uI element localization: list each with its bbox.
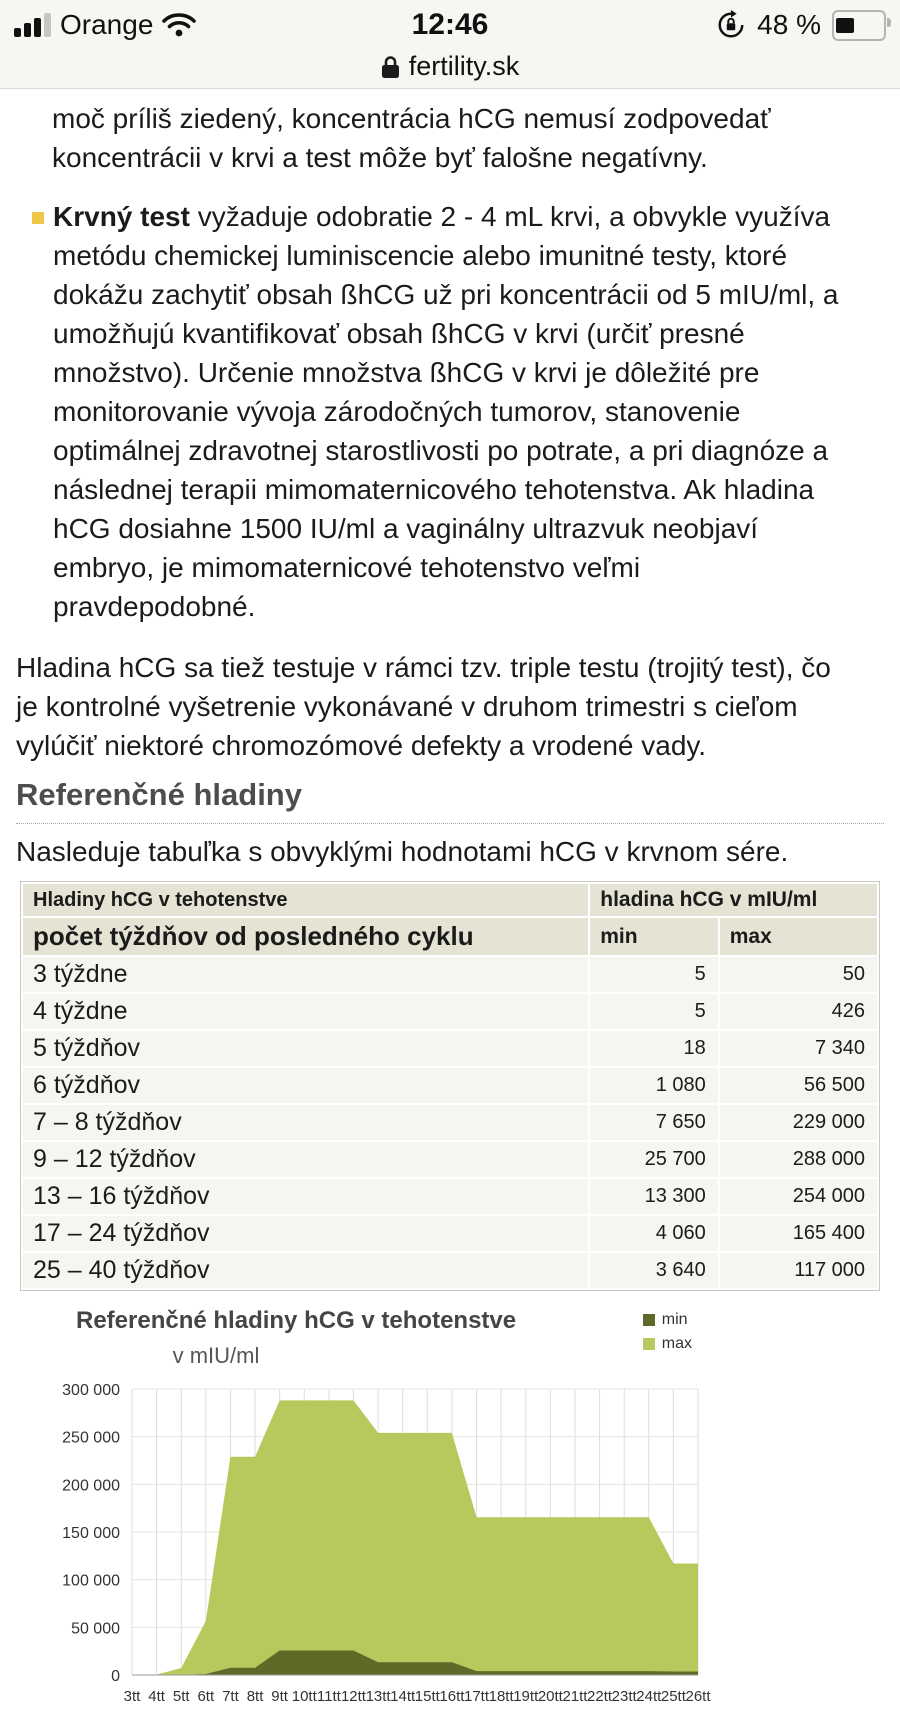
week-range-cell: 3 týždne: [23, 957, 588, 992]
max-value-cell: 288 000: [720, 1142, 877, 1177]
svg-text:250 000: 250 000: [62, 1429, 120, 1447]
svg-text:16tt: 16tt: [439, 1688, 465, 1705]
table-row: [23, 1105, 877, 1140]
svg-text:10tt: 10tt: [291, 1688, 317, 1705]
min-swatch-icon: [643, 1314, 655, 1326]
table-row: [23, 1253, 877, 1288]
week-range-cell: 4 týždne: [23, 994, 588, 1029]
table-row: [23, 1031, 877, 1066]
min-value-cell: 5: [590, 994, 718, 1029]
header-levels-in-pregnancy: Hladiny hCG v tehotenstve: [23, 884, 588, 916]
svg-text:3tt: 3tt: [123, 1688, 141, 1705]
header-max: max: [720, 918, 877, 955]
table-row: [23, 994, 877, 1029]
week-range-cell: 13 – 16 týždňov: [23, 1179, 588, 1214]
svg-text:5tt: 5tt: [172, 1688, 190, 1705]
svg-text:0: 0: [111, 1668, 120, 1685]
max-value-cell: 229 000: [720, 1105, 877, 1140]
svg-text:200 000: 200 000: [62, 1477, 120, 1495]
svg-text:7tt: 7tt: [222, 1688, 239, 1705]
svg-text:12tt: 12tt: [340, 1688, 366, 1705]
battery-icon: [832, 10, 886, 41]
table-row: [23, 957, 877, 992]
svg-text:13tt: 13tt: [365, 1688, 391, 1705]
week-range-cell: 5 týždňov: [23, 1031, 588, 1066]
svg-text:22tt: 22tt: [587, 1688, 613, 1705]
svg-text:50 000: 50 000: [71, 1620, 120, 1638]
min-value-cell: 25 700: [590, 1142, 718, 1177]
paragraph-table-intro: Nasleduje tabuľka s obvyklými hodnotami hCG v krvnom sére.: [16, 836, 789, 867]
hcg-chart: [20, 1307, 720, 1720]
carrier-label: Orange: [60, 9, 154, 40]
svg-text:19tt: 19tt: [513, 1688, 539, 1705]
min-value-cell: 13 300: [590, 1179, 718, 1214]
header-min: min: [590, 918, 718, 955]
table-row: [23, 1179, 877, 1214]
svg-text:4tt: 4tt: [148, 1688, 165, 1705]
svg-text:20tt: 20tt: [537, 1688, 563, 1705]
table-row: [23, 1068, 877, 1103]
min-value-cell: 3 640: [590, 1253, 718, 1288]
svg-text:100 000: 100 000: [62, 1572, 120, 1590]
table-row: [23, 1142, 877, 1177]
hcg-reference-table: [20, 881, 880, 1291]
page-content: [0, 99, 900, 1720]
svg-text:150 000: 150 000: [62, 1525, 120, 1542]
blood-test-term: Krvný test: [53, 201, 190, 232]
url-bar[interactable]: [0, 48, 900, 88]
list-item-blood-test: [32, 197, 850, 626]
cellular-signal-icon: [14, 13, 51, 37]
header-hcg-level-units: hladina hCG v mIU/ml: [590, 884, 877, 916]
svg-text:300 000: 300 000: [62, 1382, 120, 1399]
week-range-cell: 25 – 40 týždňov: [23, 1253, 588, 1288]
svg-text:14tt: 14tt: [390, 1688, 416, 1705]
max-value-cell: 426: [720, 994, 877, 1029]
battery-percent-label: 48 %: [757, 9, 821, 40]
svg-text:25tt: 25tt: [660, 1688, 686, 1705]
min-value-cell: 1 080: [590, 1068, 718, 1103]
paragraph-triple-test: Hladina hCG sa tiež testuje v rámci tzv. triple testu (trojitý test), čo je kontrolné vyšetrenie vykonávané v druhom trimestri s cieľom vylúčiť niektoré chromozómové defekty a vrodené vady.: [16, 652, 831, 761]
min-value-cell: 5: [590, 957, 718, 992]
svg-text:24tt: 24tt: [636, 1688, 662, 1705]
svg-text:17tt: 17tt: [464, 1688, 490, 1705]
chart-plot: [20, 1375, 720, 1720]
min-value-cell: 18: [590, 1031, 718, 1066]
max-value-cell: 165 400: [720, 1216, 877, 1251]
max-value-cell: 7 340: [720, 1031, 877, 1066]
header-weeks-since-cycle: počet týždňov od posledného cyklu: [23, 918, 588, 955]
url-domain: fertility.sk: [408, 51, 520, 81]
min-value-cell: 4 060: [590, 1216, 718, 1251]
svg-text:9tt: 9tt: [271, 1688, 288, 1705]
svg-text:8tt: 8tt: [246, 1688, 264, 1705]
wifi-icon: [162, 12, 196, 38]
list-item-text: Krvný test vyžaduje odobratie 2 - 4 mL krvi, a obvykle využíva metódu chemickej luminiscencie alebo imunitné testy, ktoré dokážu zachytiť obsah ßhCG už pri koncentrácii od 5 mIU/ml, a umožňujú kvantifikovať obsah ßhCG v krvi (určiť presné množstvo). Určenie množstva ßhCG v krvi je dôležité pre monitorovanie vývoja zárodočných tumorov, stanovenie optimálnej zdravotnej starostlivosti po potrate, a pri diagnóze a následnej terapii mimomaternicového tehotenstva. Ak hladina hCG dosiahne 1500 IU/ml a vaginálny ultrazvuk neobjaví embryo, je mimomaternicové tehotenstvo veľmi pravdepodobné.: [53, 201, 839, 622]
week-range-cell: 7 – 8 týždňov: [23, 1105, 588, 1140]
svg-text:26tt: 26tt: [685, 1688, 711, 1705]
section-heading-reference-levels: Referenčné hladiny: [16, 777, 884, 824]
week-range-cell: 6 týždňov: [23, 1068, 588, 1103]
max-value-cell: 56 500: [720, 1068, 877, 1103]
week-range-cell: 9 – 12 týždňov: [23, 1142, 588, 1177]
legend-item-max: max: [643, 1335, 692, 1353]
chart-title: Referenčné hladiny hCG v tehotenstve: [76, 1307, 517, 1334]
clock-label: 12:46: [411, 8, 489, 41]
status-bar: [0, 0, 900, 89]
week-range-cell: 17 – 24 týždňov: [23, 1216, 588, 1251]
rotation-lock-icon: [716, 10, 746, 40]
svg-text:6tt: 6tt: [197, 1688, 215, 1705]
svg-text:15tt: 15tt: [414, 1688, 440, 1705]
svg-text:23tt: 23tt: [611, 1688, 637, 1705]
bullet-square-icon: [32, 212, 44, 224]
chart-legend: [643, 1311, 692, 1359]
svg-text:21tt: 21tt: [562, 1688, 588, 1705]
max-value-cell: 50: [720, 957, 877, 992]
chart-subtitle: v mIU/ml: [172, 1343, 260, 1368]
svg-text:18tt: 18tt: [488, 1688, 514, 1705]
battery-fill: [836, 18, 854, 33]
legend-item-min: min: [643, 1311, 692, 1329]
table-row: [23, 1216, 877, 1251]
max-swatch-icon: [643, 1338, 655, 1350]
max-value-cell: 117 000: [720, 1253, 877, 1288]
table-header-row-2: [23, 918, 877, 955]
ssl-lock-icon: [381, 55, 400, 79]
table-header-row-1: [23, 884, 877, 916]
paragraph-urine-test: moč príliš ziedený, koncentrácia hCG nemusí zodpovedať koncentrácii v krvi a test môže byť falošne negatívny.: [52, 103, 771, 173]
svg-text:11tt: 11tt: [316, 1688, 341, 1705]
min-value-cell: 7 650: [590, 1105, 718, 1140]
max-value-cell: 254 000: [720, 1179, 877, 1214]
